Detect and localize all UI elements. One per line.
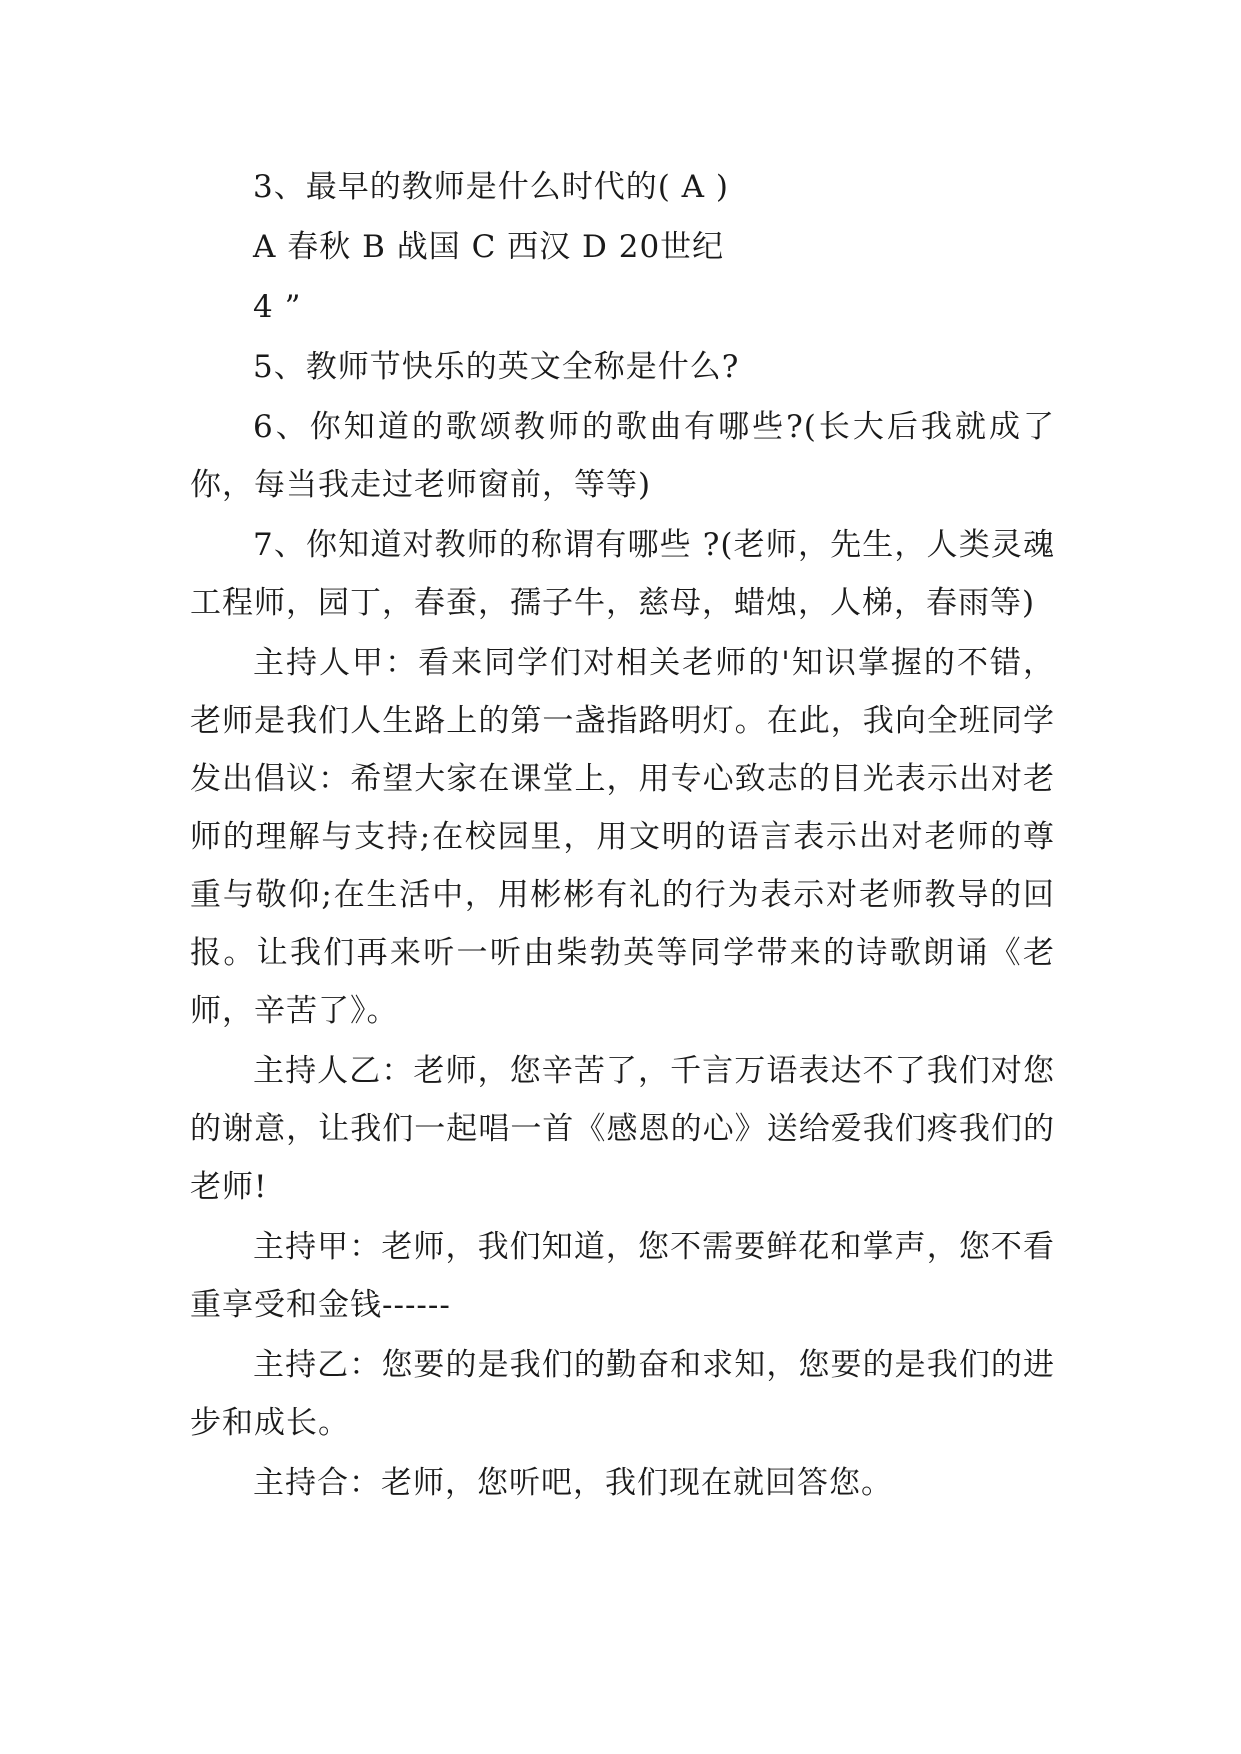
- host-b-speech: 主持人乙：老师，您辛苦了，千言万语表达不了我们对您的谢意，让我们一起唱一首《感恩的心》送给爱我们疼我们的老师!: [190, 1053, 1055, 1205]
- document-body: [190, 158, 1055, 1514]
- question-5: 5、教师节快乐的英文全称是什么?: [253, 349, 740, 385]
- host-a-speech: 主持人甲：看来同学们对相关老师的'知识掌握的不错，老师是我们人生路上的第一盏指路明灯。在此，我向全班同学发出倡议：希望大家在课堂上，用专心致志的目光表示出对老师的理解与支持;在校园里，用文明的语言表示出对老师的尊重与敬仰;在生活中，用彬彬有礼的行为表示对老师教导的回报。让我们再来听一听由柴勃英等同学带来的诗歌朗诵《老师，辛苦了》。: [190, 645, 1055, 1029]
- question-7: 7、你知道对教师的称谓有哪些 ?(老师，先生，人类灵魂工程师，园丁，春蚕，孺子牛，慈母，蜡烛，人梯，春雨等): [190, 527, 1055, 621]
- host-b-line-2: 主持乙：您要的是我们的勤奋和求知，您要的是我们的进步和成长。: [190, 1347, 1055, 1441]
- hosts-together-line: 主持合：老师，您听吧，我们现在就回答您。: [253, 1465, 893, 1501]
- question-3: 3、最早的教师是什么时代的( A ): [253, 169, 730, 205]
- question-3-options: A 春秋 B 战国 C 西汉 D 20世纪: [253, 229, 725, 265]
- question-6: 6、你知道的歌颂教师的歌曲有哪些?(长大后我就成了你，每当我走过老师窗前，等等): [190, 409, 1055, 503]
- host-a-line-2: 主持甲：老师，我们知道，您不需要鲜花和掌声，您不看重享受和金钱------: [190, 1229, 1055, 1323]
- question-4: 4 ”: [253, 289, 302, 325]
